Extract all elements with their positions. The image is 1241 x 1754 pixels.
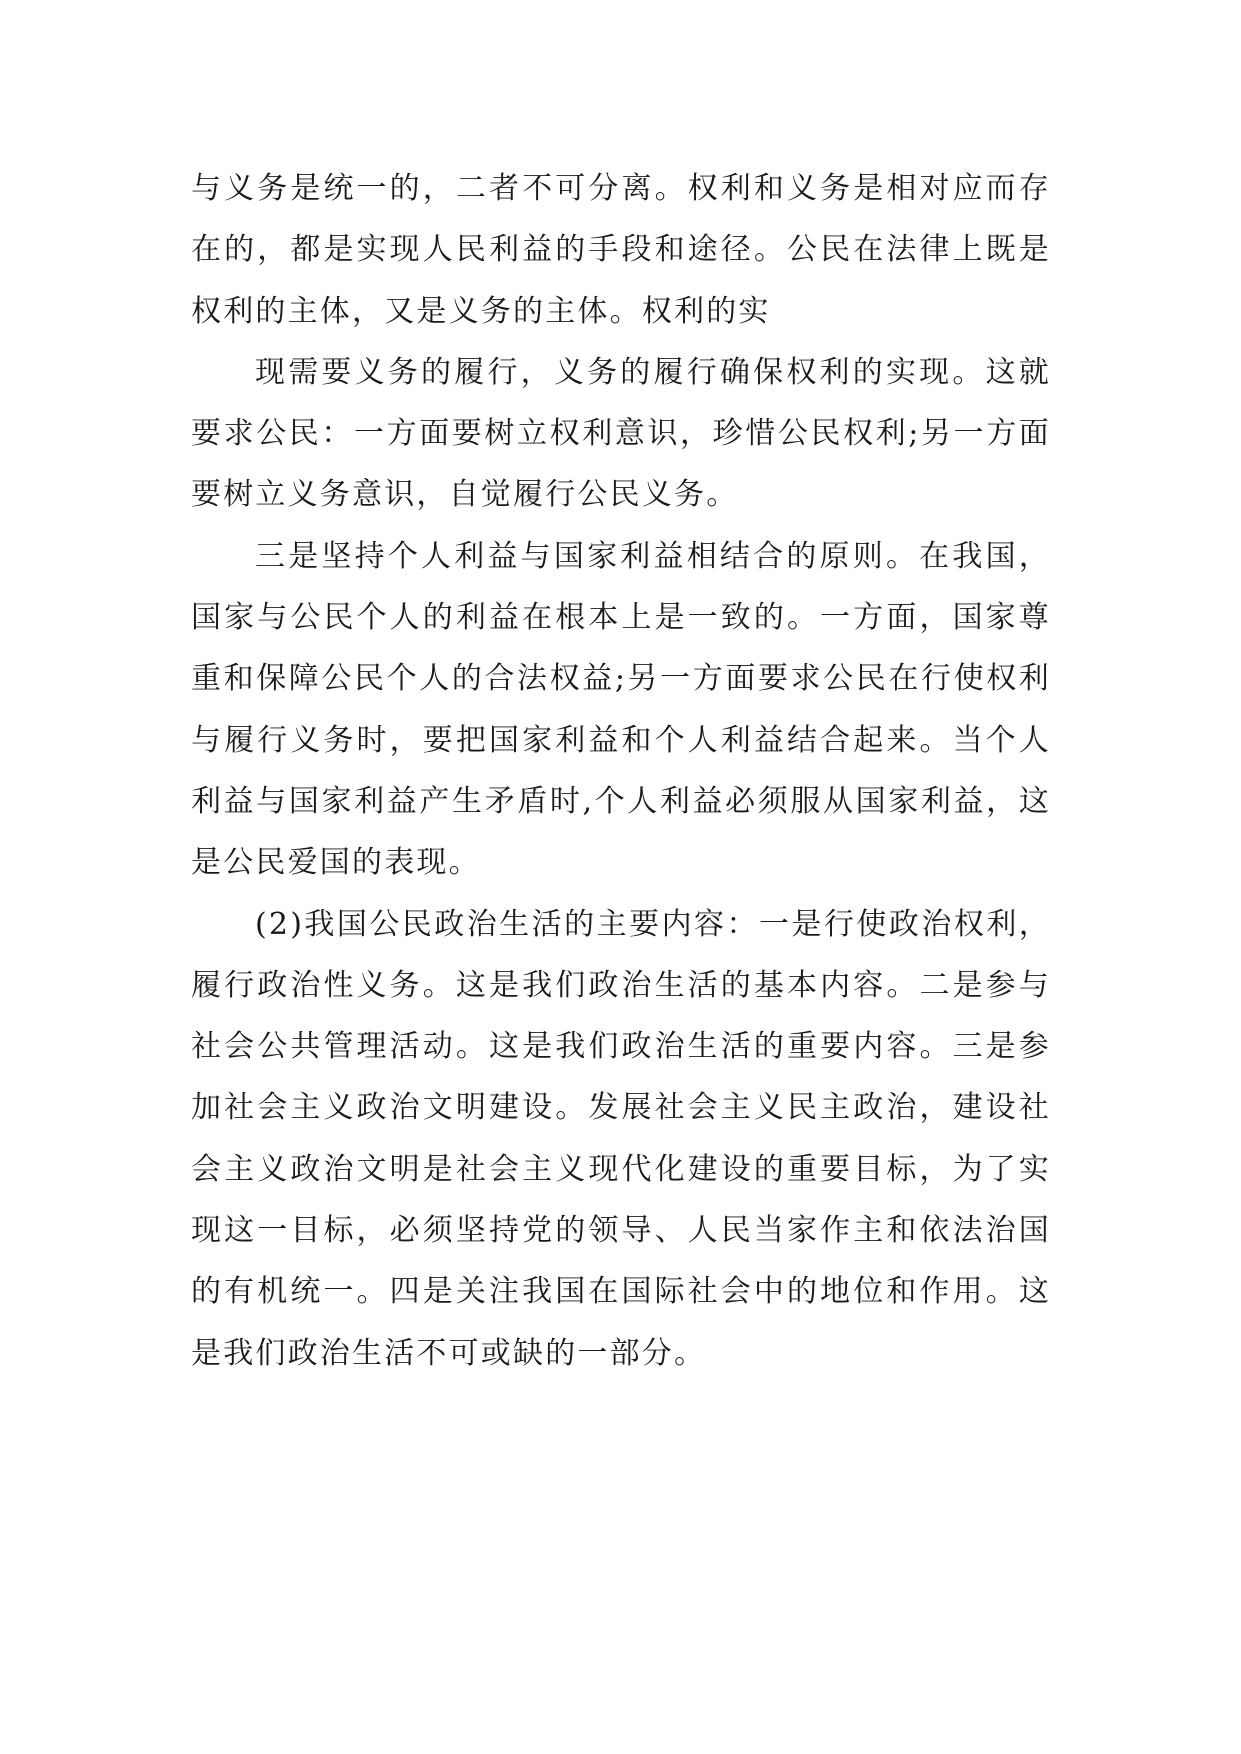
paragraph-2: 现需要义务的履行，义务的履行确保权利的实现。这就要求公民：一方面要树立权利意识，珍惜公民权利;另一方面要树立义务意识，自觉履行公民义务。 (191, 354, 1051, 513)
paragraph-3: 三是坚持个人利益与国家利益相结合的原则。在我国，国家与公民个人的利益在根本上是一致的。一方面，国家尊重和保障公民个人的合法权益;另一方面要求公民在行使权利与履行义务时，要把国家利益和个人利益结合起来。当个人利益与国家利益产生矛盾时,个人利益必须服从国家利益，这是公民爱国的表现。 (191, 538, 1051, 881)
document-body (191, 158, 1051, 1384)
paragraph-4: (2)我国公民政治生活的主要内容：一是行使政治权利，履行政治性义务。这是我们政治生活的基本内容。二是参与社会公共管理活动。这是我们政治生活的重要内容。三是参加社会主义政治文明建设。发展社会主义民主政治，建设社会主义政治文明是社会主义现代化建设的重要目标，为了实现这一目标，必须坚持党的领导、人民当家作主和依法治国的有机统一。四是关注我国在国际社会中的地位和作用。这是我们政治生活不可或缺的一部分。 (191, 906, 1051, 1371)
paragraph-1: 与义务是统一的，二者不可分离。权利和义务是相对应而存在的，都是实现人民利益的手段和途径。公民在法律上既是权利的主体，又是义务的主体。权利的实 (191, 171, 1051, 329)
